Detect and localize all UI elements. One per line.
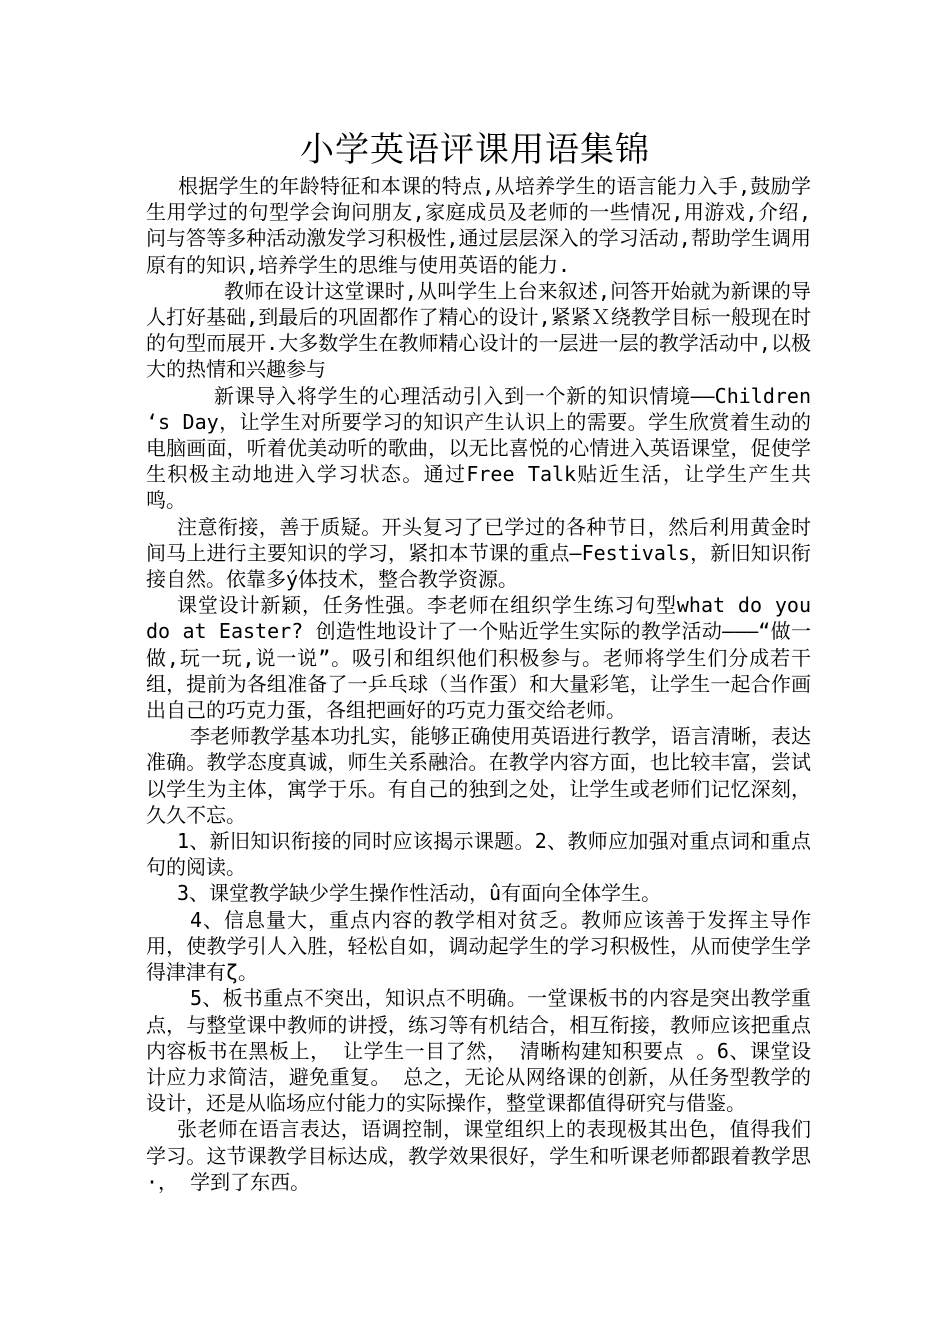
document-body (146, 173, 811, 1195)
paragraph-1: 根据学生的年龄特征和本课的特点,从培养学生的语言能力入手,鼓励学生用学过的句型学会询问朋友,家庭成员及老师的一些情况,用游戏,介绍,问与答等多种活动激发学习积极性,通过层层深入的学习活动,帮助学生调用原有的知识,培养学生的思维与使用英语的能力. (146, 174, 811, 277)
paragraph-7: 1、新旧知识衔接的同时应该揭示课题。2、教师应加强对重点词和重点句的阅读。 (146, 829, 811, 880)
paragraph-5: 课堂设计新颖，任务性强。李老师在组织学生练习句型what do you do at Easter? 创造性地设计了一个贴近学生实际的教学活动———“做一做,玩一玩,说一说”。吸引和组织他们积极参与。老师将学生们分成若干组，提前为各组准备了一乒乓球（当作蛋）和大量彩笔，让学生一起合作画出自己的巧克力蛋，各组把画好的巧克力蛋交给老师。 (146, 593, 811, 723)
paragraph-4: 注意衔接，善于质疑。开头复习了已学过的各种节日，然后利用黄金时间马上进行主要知识的学习，紧扣本节课的重点—Festivals，新旧知识衔接自然。依靠多ý体技术，整合教学资源。 (146, 514, 811, 592)
paragraph-9: 4、信息量大，重点内容的教学相对贫乏。教师应该善于发挥主导作用，使教学引人入胜，轻松自如，调动起学生的学习积极性，从而使学生学得津津有ζ。 (146, 907, 811, 985)
paragraph-6: 李老师教学基本功扎实，能够正确使用英语进行教学，语言清晰，表达准确。教学态度真诚，师生关系融洽。在教学内容方面，也比较丰富，尝试以学生为主体，寓学于乐。有自己的独到之处，让学生或老师们记忆深刻， 久久不忘。 (146, 724, 811, 827)
paragraph-8: 3、课堂教学缺少学生操作性活动，û有面向全体学生。 (177, 881, 662, 906)
document-title: 小学英语评课用语集锦 (300, 130, 650, 170)
paragraph-2: 教师在设计这堂课时,从叫学生上台来叙述,问答开始就为新课的导人打好基础,到最后的巩固都作了精心的设计,紧紧Ｘ绕教学目标一般现在时的句型而展开.大多数学生在教师精心设计的一层进一层的教学活动中,以极大的热情和兴趣参与 (146, 278, 811, 382)
paragraph-10: 5、板书重点不突出，知识点不明确。一堂课板书的内容是突出教学重点，与整堂课中教师的讲授，练习等有机结合，相互衔接，教师应该把重点内容板书在黑板上， 让学生一目了然， 清晰构建知积要点 。6、课堂设计应力求简洁，避免重复。 总之，无论从网络课的创新，从任务型教学的设计，还是从临场应付能力的实际操作，整堂课都值得研究与借鉴。 (146, 986, 811, 1116)
paragraph-11: 张老师在语言表达，语调控制，课堂组织上的表现极其出色，值得我们学习。这节课教学目标达成，教学效果很好，学生和听课老师都跟着教学思·， 学到了东西。 (146, 1117, 811, 1194)
paragraph-3: 新课导入将学生的心理活动引入到一个新的知识情境——Children ‘s Day，让学生对所要学习的知识产生认识上的需要。学生欣赏着生动的电脑画面，听着优美动听的歌曲，以无比喜悦的心情进入英语课堂，促使学生积极主动地进入学习状态。通过Free Talk贴近生活，让学生产生共鸣。 (146, 383, 811, 513)
